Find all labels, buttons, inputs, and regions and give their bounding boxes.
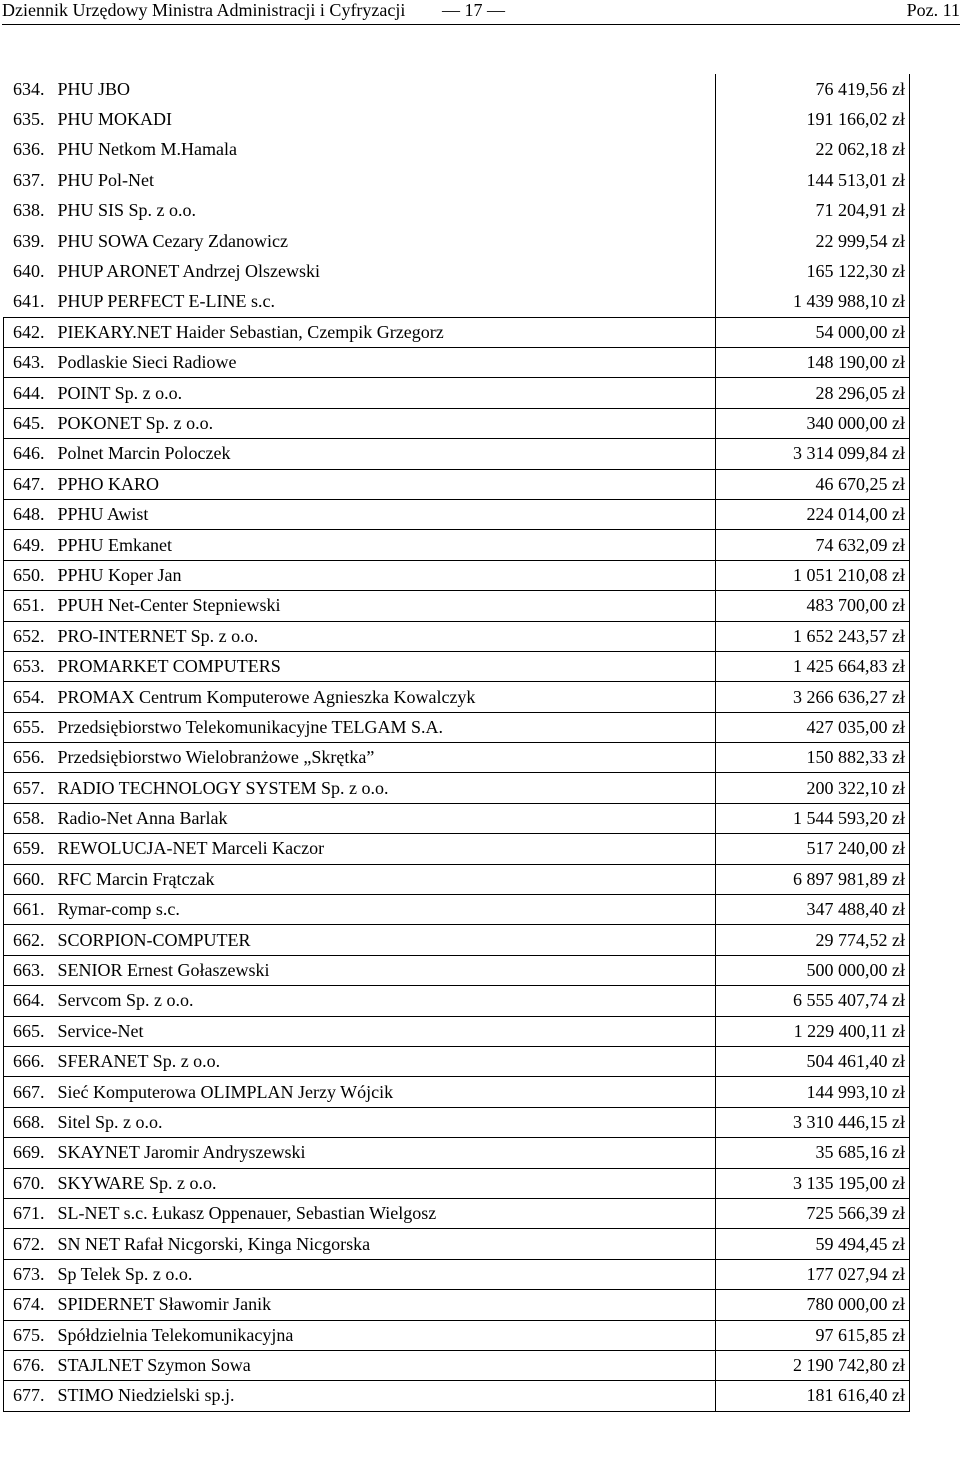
table-row [4, 1138, 910, 1168]
grant-amount: 150 882,33 zł [716, 743, 910, 773]
row-number: 638. [13, 200, 45, 221]
grant-amount: 483 700,00 zł [716, 591, 910, 621]
company-name: PIEKARY.NET Haider Sebastian, Czempik Grzegorz [48, 317, 716, 347]
table-row [4, 165, 910, 195]
row-number: 643. [4, 348, 48, 378]
table-row [4, 1198, 910, 1228]
row-number: 649. [4, 530, 48, 560]
grant-amount: 76 419,56 zł [716, 74, 910, 104]
row-number: 653. [4, 651, 48, 681]
company-name: SCORPION-COMPUTER [48, 925, 716, 955]
row-number: 662. [4, 925, 48, 955]
row-number: 634. [13, 78, 45, 99]
grant-amount: 340 000,00 zł [716, 408, 910, 438]
row-number: 663. [4, 955, 48, 985]
table-row [4, 287, 910, 317]
row-number: 645. [4, 408, 48, 438]
company-name: PROMARKET COMPUTERS [48, 651, 716, 681]
company-name: Przedsiębiorstwo Wielobranżowe „Skrętka” [48, 743, 716, 773]
table-row [4, 864, 910, 894]
company-name: Sieć Komputerowa OLIMPLAN Jerzy Wójcik [48, 1077, 716, 1107]
company-name: SKAYNET Jaromir Andryszewski [48, 1138, 716, 1168]
table-row [4, 1016, 910, 1046]
page-number: — 17 — [442, 0, 505, 20]
grant-amount: 6 897 981,89 zł [716, 864, 910, 894]
company-name: SKYWARE Sp. z o.o. [48, 1168, 716, 1198]
row-number: 642. [4, 317, 48, 347]
row-number: 636. [13, 139, 45, 160]
table-row [4, 834, 910, 864]
row-number: 652. [4, 621, 48, 651]
table-row [4, 1077, 910, 1107]
row-number: 658. [4, 803, 48, 833]
table-row [4, 104, 910, 134]
company-name: PHU SOWA Cezary Zdanowicz [48, 226, 716, 256]
table-row [4, 955, 910, 985]
grant-amount: 3 314 099,84 zł [716, 439, 910, 469]
company-name: PPHU Emkanet [48, 530, 716, 560]
row-number: 669. [4, 1138, 48, 1168]
row-number: 656. [4, 743, 48, 773]
grant-amount: 780 000,00 zł [716, 1290, 910, 1320]
row-number: 661. [4, 895, 48, 925]
grant-amount: 3 310 446,15 zł [716, 1107, 910, 1137]
table-row [4, 196, 910, 226]
company-name: PPUH Net-Center Stepniewski [48, 591, 716, 621]
row-number: 639. [13, 230, 45, 251]
grant-amount: 181 616,40 zł [716, 1381, 910, 1411]
company-name: Sitel Sp. z o.o. [48, 1107, 716, 1137]
row-number: 640. [13, 261, 45, 282]
company-name: PROMAX Centrum Komputerowe Agnieszka Kowalczyk [48, 682, 716, 712]
company-name: PHU Pol-Net [48, 165, 716, 195]
company-name: POINT Sp. z o.o. [48, 378, 716, 408]
table-row [4, 317, 910, 347]
row-number: 677. [4, 1381, 48, 1411]
grant-amount: 224 014,00 zł [716, 499, 910, 529]
table-row [4, 1229, 910, 1259]
company-name: Rymar-comp s.c. [48, 895, 716, 925]
company-name: PPHU Awist [48, 499, 716, 529]
table-row [4, 439, 910, 469]
grant-amount: 144 513,01 zł [716, 165, 910, 195]
grant-amount: 504 461,40 zł [716, 1047, 910, 1077]
row-number: 673. [4, 1259, 48, 1289]
grant-amount: 71 204,91 zł [716, 196, 910, 226]
grant-amount: 148 190,00 zł [716, 348, 910, 378]
row-number: 655. [4, 712, 48, 742]
row-number: 651. [4, 591, 48, 621]
company-name: SENIOR Ernest Gołaszewski [48, 955, 716, 985]
company-name: SL-NET s.c. Łukasz Oppenauer, Sebastian Wielgosz [48, 1198, 716, 1228]
company-name: Spółdzielnia Telekomunikacyjna [48, 1320, 716, 1350]
grant-amount: 35 685,16 zł [716, 1138, 910, 1168]
table-row [4, 530, 910, 560]
page-header [2, 0, 960, 25]
table-row [4, 499, 910, 529]
company-name: PHUP ARONET Andrzej Olszewski [48, 256, 716, 286]
row-number: 666. [4, 1047, 48, 1077]
company-name: Radio-Net Anna Barlak [48, 803, 716, 833]
grant-amount: 46 670,25 zł [716, 469, 910, 499]
grant-amount: 517 240,00 zł [716, 834, 910, 864]
company-name: PHU JBO [48, 74, 716, 104]
journal-title: Dziennik Urzędowy Ministra Administracji i Cyfryzacji [2, 0, 406, 20]
grant-amount: 22 999,54 zł [716, 226, 910, 256]
grant-amount: 427 035,00 zł [716, 712, 910, 742]
table-row [4, 621, 910, 651]
row-number: 672. [4, 1229, 48, 1259]
row-number: 650. [4, 560, 48, 590]
table-row [4, 1168, 910, 1198]
row-number: 644. [4, 378, 48, 408]
grant-amount: 6 555 407,74 zł [716, 986, 910, 1016]
position-number: Poz. 11 [906, 0, 960, 20]
grant-amount: 2 190 742,80 zł [716, 1350, 910, 1380]
company-name: Podlaskie Sieci Radiowe [48, 348, 716, 378]
company-name: PPHO KARO [48, 469, 716, 499]
grant-amount: 500 000,00 zł [716, 955, 910, 985]
company-name: PHU SIS Sp. z o.o. [48, 196, 716, 226]
company-name: RADIO TECHNOLOGY SYSTEM Sp. z o.o. [48, 773, 716, 803]
grant-amount: 725 566,39 zł [716, 1198, 910, 1228]
row-number: 676. [4, 1350, 48, 1380]
grant-amount: 144 993,10 zł [716, 1077, 910, 1107]
row-number: 635. [13, 109, 45, 130]
table-row [4, 348, 910, 378]
row-number: 648. [4, 499, 48, 529]
company-name: POKONET Sp. z o.o. [48, 408, 716, 438]
table-row [4, 408, 910, 438]
table-row [4, 591, 910, 621]
company-name: STAJLNET Szymon Sowa [48, 1350, 716, 1380]
company-name: Polnet Marcin Poloczek [48, 439, 716, 469]
company-name: PHU Netkom M.Hamala [48, 135, 716, 165]
grant-amount: 165 122,30 zł [716, 256, 910, 286]
company-name: STIMO Niedzielski sp.j. [48, 1381, 716, 1411]
company-name: SN NET Rafał Nicgorski, Kinga Nicgorska [48, 1229, 716, 1259]
row-number: 641. [13, 291, 45, 312]
grant-amount: 177 027,94 zł [716, 1259, 910, 1289]
table-row [4, 1290, 910, 1320]
table-row [4, 560, 910, 590]
row-number: 671. [4, 1198, 48, 1228]
table-row [4, 651, 910, 681]
row-number: 660. [4, 864, 48, 894]
grant-amount: 1 652 243,57 zł [716, 621, 910, 651]
table-row [4, 925, 910, 955]
table-row [4, 226, 910, 256]
grant-amount: 22 062,18 zł [716, 135, 910, 165]
company-name: SFERANET Sp. z o.o. [48, 1047, 716, 1077]
grant-amount: 3 135 195,00 zł [716, 1168, 910, 1198]
company-name: RFC Marcin Frątczak [48, 864, 716, 894]
table-row [4, 1350, 910, 1380]
table-row [4, 256, 910, 286]
table-row [4, 1320, 910, 1350]
grant-amount: 347 488,40 zł [716, 895, 910, 925]
grant-amount: 3 266 636,27 zł [716, 682, 910, 712]
grant-amount: 29 774,52 zł [716, 925, 910, 955]
table-row [4, 1107, 910, 1137]
table-row [4, 986, 910, 1016]
table-row [4, 469, 910, 499]
grant-amount: 97 615,85 zł [716, 1320, 910, 1350]
row-number: 674. [4, 1290, 48, 1320]
company-name: PHU MOKADI [48, 104, 716, 134]
table-row [4, 1259, 910, 1289]
row-number: 675. [4, 1320, 48, 1350]
table-row [4, 743, 910, 773]
grant-amount: 1 439 988,10 zł [716, 287, 910, 317]
grant-amount: 191 166,02 zł [716, 104, 910, 134]
row-number: 664. [4, 986, 48, 1016]
row-number: 659. [4, 834, 48, 864]
table-row [4, 803, 910, 833]
grant-table [3, 74, 910, 1412]
company-name: Service-Net [48, 1016, 716, 1046]
company-name: Servcom Sp. z o.o. [48, 986, 716, 1016]
row-number: 668. [4, 1107, 48, 1137]
company-name: REWOLUCJA-NET Marceli Kaczor [48, 834, 716, 864]
table-row [4, 895, 910, 925]
grant-amount: 54 000,00 zł [716, 317, 910, 347]
table-row [4, 773, 910, 803]
grant-amount: 1 229 400,11 zł [716, 1016, 910, 1046]
grant-amount: 74 632,09 zł [716, 530, 910, 560]
company-name: Przedsiębiorstwo Telekomunikacyjne TELGAM S.A. [48, 712, 716, 742]
row-number: 670. [4, 1168, 48, 1198]
table-row [4, 378, 910, 408]
table-row [4, 1381, 910, 1411]
row-number: 667. [4, 1077, 48, 1107]
table-row [4, 1047, 910, 1077]
grant-table-body [4, 74, 910, 1411]
company-name: PHUP PERFECT E-LINE s.c. [48, 287, 716, 317]
grant-amount: 1 544 593,20 zł [716, 803, 910, 833]
table-row [4, 135, 910, 165]
company-name: PPHU Koper Jan [48, 560, 716, 590]
table-row [4, 74, 910, 104]
company-name: Sp Telek Sp. z o.o. [48, 1259, 716, 1289]
company-name: PRO-INTERNET Sp. z o.o. [48, 621, 716, 651]
table-row [4, 682, 910, 712]
row-number: 654. [4, 682, 48, 712]
grant-amount: 28 296,05 zł [716, 378, 910, 408]
grant-amount: 59 494,45 zł [716, 1229, 910, 1259]
table-row [4, 712, 910, 742]
row-number: 637. [13, 169, 45, 190]
row-number: 646. [4, 439, 48, 469]
row-number: 647. [4, 469, 48, 499]
company-name: SPIDERNET Sławomir Janik [48, 1290, 716, 1320]
grant-amount: 1 051 210,08 zł [716, 560, 910, 590]
row-number: 657. [4, 773, 48, 803]
grant-amount: 200 322,10 zł [716, 773, 910, 803]
row-number: 665. [4, 1016, 48, 1046]
grant-amount: 1 425 664,83 zł [716, 651, 910, 681]
